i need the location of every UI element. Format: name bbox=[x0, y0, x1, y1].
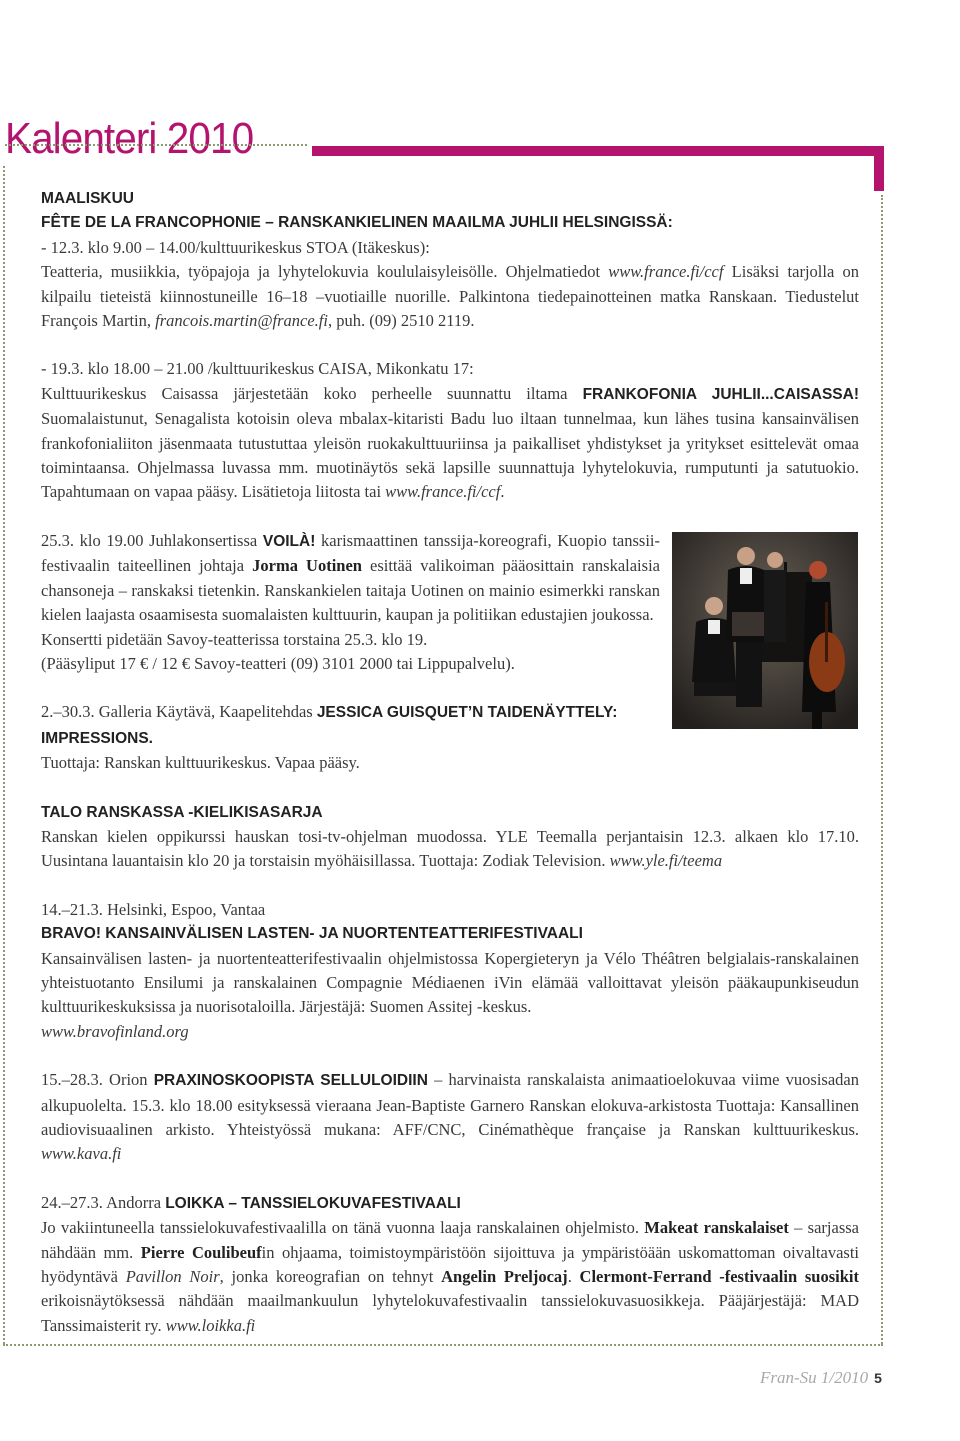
bravo-description: Kansainvälisen lasten- ja nuortenteatterifestivaalin ohjelmistossa Kopergieteryn ja Vélo Théâtren belgialais-ranskalainen yhteistuotanto Ensilumi ja ranskalainen Compagnie Médiaenen iVin elämää valloittavat yleisön pääkaupunkiseudun kulttuurikeskuksissa ja nuorisotaloilla. Järjestäjä: Suomen Assitej -keskus. bbox=[41, 948, 859, 1017]
bravo-date-line: 14.–21.3. Helsinki, Espoo, Vantaa bbox=[41, 899, 266, 919]
musicians-photo-illustration bbox=[672, 532, 858, 729]
frame-bottom-border bbox=[3, 1344, 883, 1346]
month-heading: MAALISKUU bbox=[41, 190, 134, 207]
praxinoskooppi-caps: PRAXINOSKOOPISTA SELLULOIDIIN bbox=[153, 1072, 428, 1090]
page-number: 5 bbox=[874, 1370, 882, 1386]
exhibition-line: 2.–30.3. Galleria Käytävä, Kaapelitehdas JESSICA GUISQUET’N TAIDENÄYTTELY: IMPRESSIONS. bbox=[41, 702, 618, 747]
bravo-heading: BRAVO! KANSAINVÄLISEN LASTEN- JA NUORTENTEATTERIFESTIVAALI bbox=[41, 925, 583, 943]
exhibition-caps: JESSICA GUISQUET’N TAIDENÄYTTELY: IMPRESSIONS. bbox=[41, 704, 618, 747]
calendar-content bbox=[41, 187, 859, 1338]
ticket-info-line: (Pääsyliput 17 € / 12 € Savoy-teatteri (09) 3101 2000 tai Lippupalvelu). bbox=[41, 653, 515, 673]
frame-right-border bbox=[881, 195, 883, 1344]
voila-caps: VOILÀ! bbox=[262, 532, 316, 550]
loikka-date-line: 24.–27.3. Andorra LOIKKA – TANSSIELOKUVAFESTIVAALI bbox=[41, 1192, 461, 1212]
bravo-link[interactable]: www.bravofinland.org bbox=[41, 1021, 189, 1041]
frankofonia-caps: FRANKOFONIA JUHLII...CAISASSA! bbox=[582, 385, 859, 403]
ccf-link[interactable]: www.france.fi/ccf bbox=[608, 262, 724, 282]
stoa-description: Teatteria, musiikkia, työpajoja ja lyhytelokuvia koululaisyleisölle. Ohjelmatiedot www.france.fi/ccf Lisäksi tarjolla on kilpailu tieteistä kiinnostuneille 16–18 –vuotiaille nuorille. Palkintona tiedepainotteinen matka Ranskaan. Tiedustelut François Martin, francois.martin@france.fi, puh. (09) 2510 2119. bbox=[41, 262, 859, 331]
talo-ranskassa-heading: TALO RANSKASSA -KIELIKISASARJA bbox=[41, 803, 323, 821]
francophonie-heading: FÊTE DE LA FRANCOPHONIE – RANSKANKIELINEN MAAILMA JUHLII HELSINGISSÄ: bbox=[41, 214, 673, 232]
kava-link[interactable]: www.kava.fi bbox=[41, 1144, 122, 1164]
loikka-caps: LOIKKA – TANSSIELOKUVAFESTIVAALI bbox=[165, 1194, 461, 1212]
contact-email-link[interactable]: francois.martin@france.fi bbox=[155, 311, 328, 331]
film-title: Pavillon Noir bbox=[125, 1267, 220, 1287]
voila-concert-description: 25.3. klo 19.00 Juhlakonsertissa VOILÀ! karismaattinen tanssija-koreografi, Kuopio tanssii- festivaalin taiteellinen johtaja Jorma Uotinen esittää valikoiman pääosittain ranskalaisia chansoneja – ranskaksi tietenkin. Ranskankielen taitaja Uotinen on mainio esimerkki ranskan kielen laajasta osaamisesta suomalaisten kulttuurin, kaupan ja politiikan edustajien joukossa. bbox=[41, 530, 660, 625]
praxinoskooppi-description: 15.–28.3. Orion PRAXINOSKOOPISTA SELLULOIDIIN – harvinaista ranskalaista animaatioelokuvaa viime vuosisadan alkupuolelta. 15.3. klo 18.00 esityksessä vieraana Jean-Baptiste Garnero Ranskan elokuva-arkistosta Tuottaja: Kansallinen audiovisuaalinen arkisto. Yhteistyössä mukana: AFF/CNC, Cinémathèque française ja Ranskan kulttuurikeskus. www.kava.fi bbox=[41, 1070, 859, 1164]
page-title: Kalenteri 2010 bbox=[5, 114, 254, 163]
talo-ranskassa-description: Ranskan kielen oppikurssi hauskan tosi-tv-ohjelman muodossa. YLE Teemalla perjantaisin 12.3. alkaen klo 17.10. Uusintana lauantaisin klo 20 ja torstaisin myöhäisillassa. Tuottaja: Zodiak Television. www.yle.fi/teema bbox=[41, 826, 859, 871]
frame-left-border bbox=[3, 166, 5, 1344]
ccf-link-2[interactable]: www.france.fi/ccf bbox=[385, 482, 501, 502]
caisa-date-line: - 19.3. klo 18.00 – 21.00 /kulttuurikeskus CAISA, Mikonkatu 17: bbox=[41, 359, 474, 379]
magazine-name: Fran-Su 1/2010 bbox=[760, 1368, 869, 1387]
yle-link[interactable]: www.yle.fi/teema bbox=[609, 851, 723, 871]
header-accent-drop bbox=[874, 146, 884, 191]
header-accent-bar bbox=[312, 146, 882, 156]
concert-venue-line: Konsertti pidetään Savoy-teatterissa torstaina 25.3. klo 19. bbox=[41, 629, 428, 649]
musicians-photo bbox=[672, 532, 858, 729]
stoa-date-line: - 12.3. klo 9.00 – 14.00/kulttuurikeskus STOA (Itäkeskus): bbox=[41, 237, 430, 257]
performer-name: Jorma Uotinen bbox=[252, 556, 362, 576]
title-dotted-rule bbox=[5, 144, 307, 146]
page-footer bbox=[760, 1368, 882, 1388]
caisa-description: Kulttuurikeskus Caisassa järjestetään koko perheelle suunnattu iltama FRANKOFONIA JUHLII...CAISASSA! Suomalaistunut, Senagalista kotoisin oleva mbalax-kitaristi Badu luo iltaan tunnelmaa, kun lähes tusina kansainvälisen frankofonialiiton jäsenmaata tutustuttaa yleisön ruokakulttuuriinsa ja paikalliset yhdistykset ja yritykset esittelevät omaa toimintaansa. Ohjelmassa luvassa mm. muotinäytös sekä lapsille suunnattuja lyhytelokuvia, rumputunti ja satutuokio. Tapahtumaan on vapaa pääsy. Lisätietoja liitosta tai www.france.fi/ccf. bbox=[41, 383, 859, 502]
loikka-description: Jo vakiintuneella tanssielokuvafestivaalilla on tänä vuonna laaja ranskalainen ohjelmisto. Makeat ranskalaiset – sarjassa nähdään mm. Pierre Coulibeufin ohjaama, toimistoympäristöön sijoittuva ja ympäristöään uskomattoman oivaltavasti hyödyntävä Pavillon Noir, jonka koreografian on tehnyt Angelin Preljocaj. Clermont-Ferrand -festivaalin suosikit erikoisnäytöksessä nähdään maailmankuulun lyhytelokuvafestivaalin tanssielokuvasuosikkeja. Pääjärjestäjä: MAD Tanssimaisterit ry. www.loikka.fi bbox=[41, 1218, 859, 1335]
exhibition-producer-line: Tuottaja: Ranskan kulttuurikeskus. Vapaa pääsy. bbox=[41, 753, 360, 773]
loikka-link[interactable]: www.loikka.fi bbox=[165, 1315, 256, 1335]
